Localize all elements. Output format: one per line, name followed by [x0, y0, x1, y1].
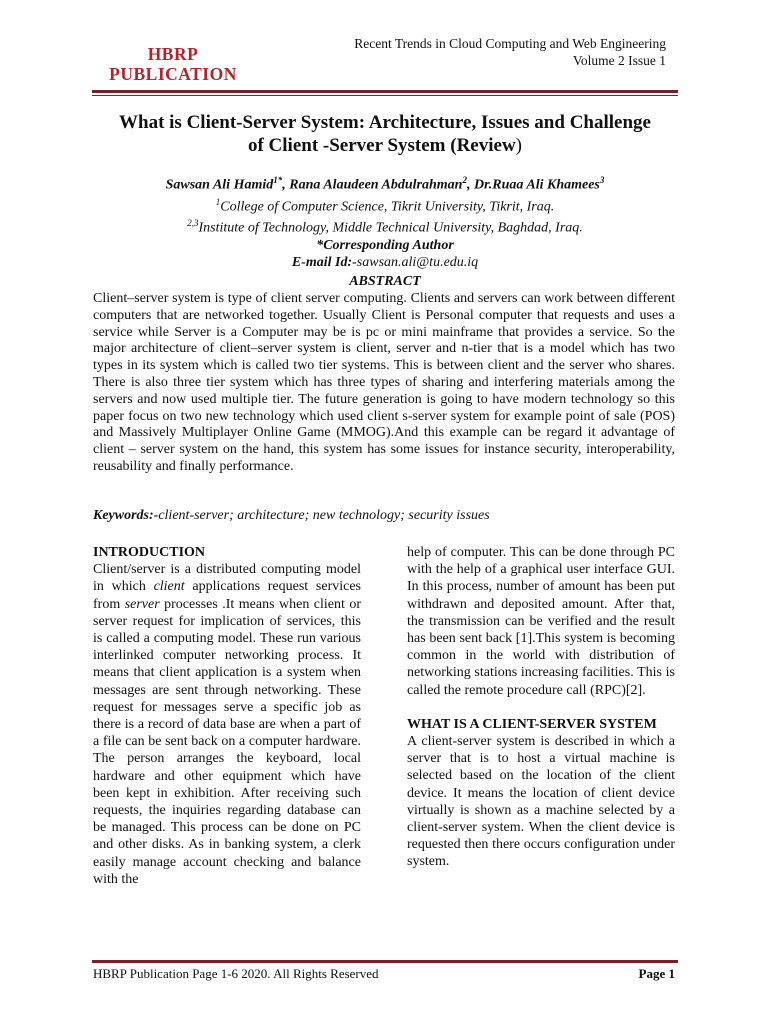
journal-volume: Volume 2 Issue 1 — [572, 53, 666, 68]
footer-copyright: HBRP Publication Page 1-6 2020. All Rights Reserved — [93, 966, 379, 981]
publisher-logo-line1: HBRP — [147, 44, 199, 64]
author-block — [80, 172, 690, 271]
journal-name: Recent Trends in Cloud Computing and Web Engineering — [354, 36, 666, 51]
intro-heading: INTRODUCTION — [93, 545, 206, 560]
email-link[interactable]: sawsan.ali@tu.edu.iq — [356, 254, 479, 270]
section2-paragraph: A client-server system is described in which a server that is to host a virtual machine is selected based on the location of the client device. It means the location of client device virtually is shown as a machine selected by a client-server system. When the client device is requested then there occurs configuration under system. — [407, 734, 675, 870]
abstract-heading: ABSTRACT — [349, 274, 421, 289]
intro-paragraph: Client/server is a distributed computing model in which client applications request services from server processes .It means when client or server request for implication of services, this is called a computing model. These run various interlinked computer networking process. It means that client application is a system when messages are sent through networking. These request for messages serve a specific job as there is a record of data base are when a part of a file can be sent back on a computer hardware. The person arranges the keyboard, local hardware and other equipment which have been kept in exhibition. After receiving such requests, the inquiries regarding database can be managed. This process can be done on PC and other disks. As in banking system, a clerk easily manage account checking and balance with the — [93, 562, 362, 887]
abstract-text: Client–server system is type of client server computing. Clients and servers can work between different computers that are networked together. Usually Client is Personal computer that requests and uses a service while Server is a Computer may be is pc or mini mainframe that provides a service. So the major architecture of client–server system is client, server and n-tier that is a model which has two types in its system which is called two tier systems. This is between client and the server who shares. There is also three tier system which has three types of sharing and interfering materials among the servers and now used multiple tier. The future generation is going to have modern technology so this paper focus on two new technology which used client s-server system for example point of sale (POS) and Massively Multiplayer Online Game (MMOG).And this example can be regard it advantage of client – server system on the hand, this system has some issues for instance security, interoperability, reusability and finally performance. — [93, 291, 675, 474]
affiliation-2: $^{2,3}$Institute of Technology, Middle Technical University, Baghdad, Iraq. — [187, 218, 583, 236]
affiliation-1: $^1$College of Computer Science, Tikrit University, Tikrit, Iraq. — [215, 196, 555, 215]
header-rule — [92, 90, 678, 93]
footer-rule — [92, 960, 678, 963]
page-number: Page 1 — [638, 966, 675, 981]
paper-title-line1: What is Client-Server System: Architecture, Issues and Challenge — [119, 112, 651, 133]
intro-paragraph-continued: help of computer. This can be done through PC with the help of a graphical user interface GUI. In this process, number of amount has been put withdrawn and deposited amount. After that, the transmission can be verified and the result has been sent back [1].This system is becoming common in the world with distribution of networking stations increasing facilities. This is called the remote procedure call (RPC)[2]. — [407, 545, 675, 698]
publisher-logo-line2: PUBLICATION — [109, 64, 237, 84]
journal-header — [354, 35, 666, 69]
corresponding-author: *Corresponding Author — [316, 237, 454, 253]
section2-heading: WHAT IS A CLIENT-SERVER SYSTEM — [407, 716, 657, 732]
right-column — [407, 544, 675, 871]
publisher-logo — [106, 44, 240, 84]
author-list: Sawsan Ali Hamid$^{1*}$, Rana Alaudeen Abdulrahman$^2$, Dr.Ruaa Ali Khamees$^3$ — [165, 175, 605, 193]
left-column — [93, 544, 361, 888]
paper-title — [80, 111, 690, 157]
keywords: Keywords:-client-server; architecture; new technology; security issues — [93, 508, 490, 523]
email-line: E-mail Id:-sawsan.ali@tu.edu.iq — [291, 254, 479, 270]
paper-title-line2: of Client -Server System (Review) — [247, 135, 522, 156]
header-rule-thin — [92, 95, 678, 96]
